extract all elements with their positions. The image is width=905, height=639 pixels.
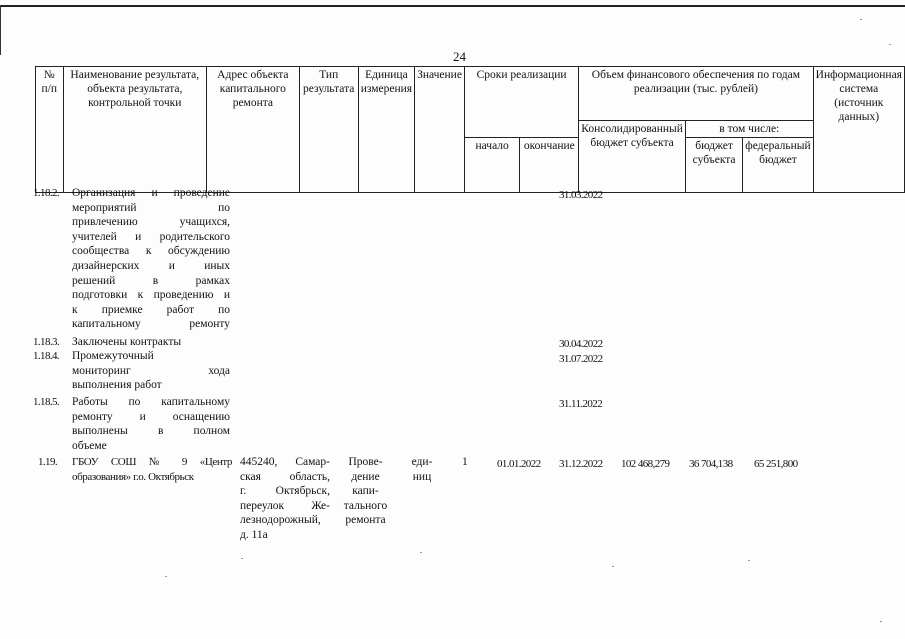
header-info-system: Информационная система (источник данных) — [813, 67, 904, 193]
row-end-date: 31.12.2022 — [559, 458, 603, 470]
row-number: 1.18.2. — [33, 187, 60, 199]
header-subject-budget: бюджет субъекта — [685, 138, 742, 193]
row-subject-budget: 36 704,138 — [689, 458, 733, 470]
scan-speck — [420, 552, 422, 553]
header-address: Адрес объекта капитального ремонта — [207, 67, 300, 193]
header-end: окончание — [520, 138, 579, 193]
scan-speck — [860, 19, 862, 20]
header-terms: Сроки реализации — [464, 67, 578, 138]
row-value: 1 — [462, 456, 468, 468]
row-name: Работы по капитальному ремонту и оснащению выполнены в полном объеме — [72, 396, 230, 452]
row-federal-budget: 65 251,800 — [754, 458, 798, 470]
scan-speck — [889, 44, 891, 45]
row-number: 1.18.3. — [33, 336, 60, 348]
row-name: Промежуточный мониторинг хода выполнения работ — [72, 350, 230, 392]
row-number: 1.18.4. — [33, 350, 60, 362]
scan-speck — [165, 576, 167, 577]
row-start-date: 01.01.2022 — [497, 458, 541, 470]
page-left-border — [0, 5, 1, 55]
row-name: ГБОУ СОШ № 9 «Центр образования» г.о. Октябрьск — [72, 456, 232, 483]
row-unit: еди- ниц — [411, 456, 433, 483]
row-end-date: 31.07.2022 — [559, 353, 603, 365]
header-num: № п/п — [36, 67, 64, 193]
header-table — [35, 66, 905, 193]
row-number: 1.18.5. — [33, 396, 60, 408]
page-number: 24 — [453, 49, 466, 64]
scan-speck — [241, 558, 243, 559]
header-name: Наименование результата, объекта результата, контрольной точки — [63, 67, 206, 193]
header-unit: Единица измерения — [358, 67, 414, 193]
row-end-date: 31.03.2022 — [559, 189, 603, 201]
row-address: 445240, Самар- ская область, г. Октябрьск, переулок Же- лезнодорожный, д. 11а — [240, 456, 330, 541]
header-including: в том числе: — [685, 121, 813, 138]
header-value: Значение — [415, 67, 465, 193]
header-federal-budget: федеральный бюджет — [743, 138, 813, 193]
header-finance: Объем финансового обеспечения по годам реализации (тыс. рублей) — [579, 67, 813, 121]
row-number: 1.19. — [38, 456, 58, 468]
row-end-date: 31.11.2022 — [559, 398, 603, 410]
header-consolidated: Консолидированный бюджет субъекта — [579, 121, 686, 193]
row-name: Организация и проведение мероприятий по привлечению учащихся, учителей и родительского сообщества к обсуждению дизайнерских и иных решений в рамках подготовки к проведению и к приемке работ по капитальному ремонту — [72, 187, 230, 331]
header-start: начало — [464, 138, 519, 193]
row-type: Прове- дение капи- тального ремонта — [343, 456, 388, 527]
scan-speck — [748, 560, 750, 561]
scan-speck — [880, 621, 882, 622]
page-top-border — [0, 5, 905, 7]
row-end-date: 30.04.2022 — [559, 338, 603, 350]
row-name: Заключены контракты — [72, 336, 182, 348]
scan-speck — [612, 566, 614, 567]
header-type: Тип результата — [299, 67, 358, 193]
row-consolidated-budget: 102 468,279 — [621, 458, 670, 470]
